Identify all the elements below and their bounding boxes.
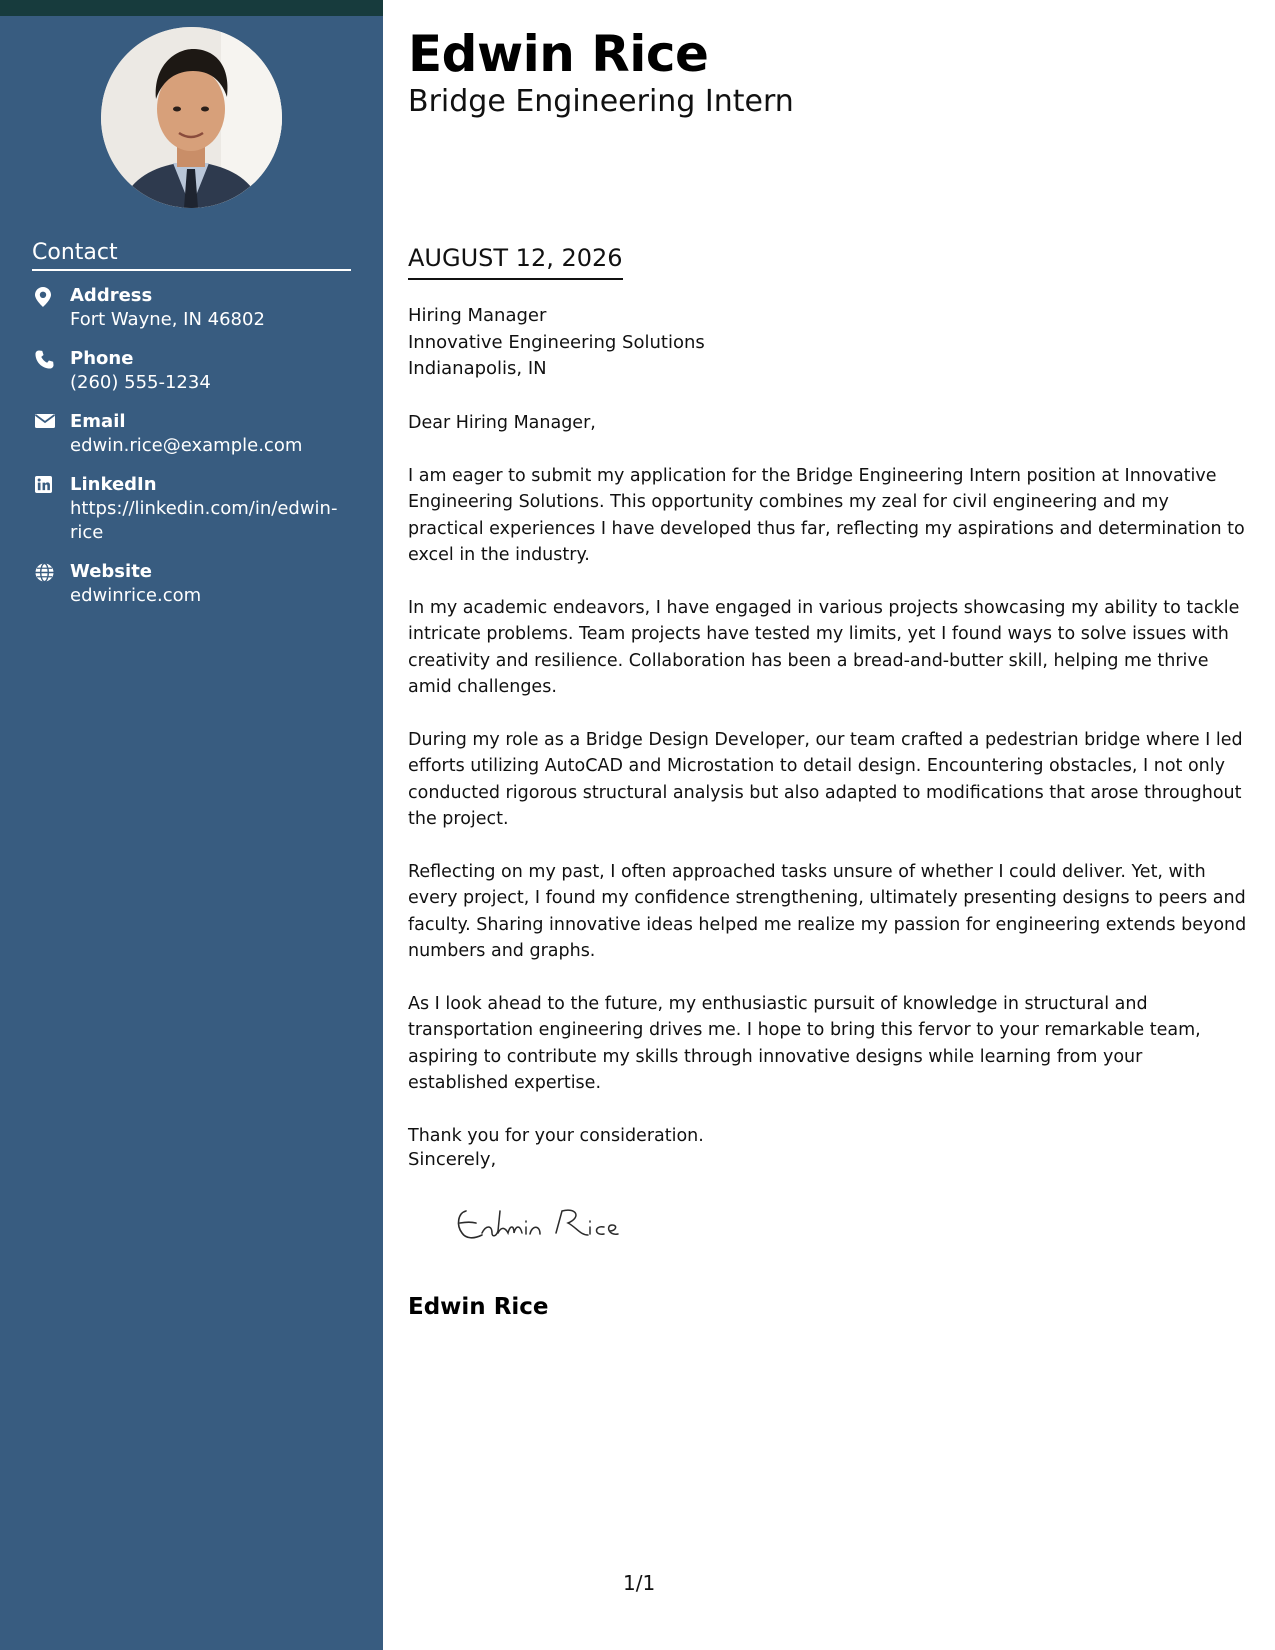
letter-date: AUGUST 12, 2026	[408, 244, 623, 280]
recipient-location: Indianapolis, IN	[408, 358, 547, 379]
recipient-title: Hiring Manager	[408, 305, 547, 326]
letter-paragraph: As I look ahead to the future, my enthusiastic pursuit of knowledge in structural and transportation engineering drives me. I hope to bring this fervor to your remarkable team, aspiring to contribute my skills through innovative designs while learning from your established expertise.	[408, 993, 1201, 1094]
recipient-block	[408, 303, 705, 383]
phone-label: Phone	[70, 348, 134, 369]
closing: Sincerely,	[408, 1149, 497, 1170]
contact-item-address	[32, 284, 352, 332]
handwritten-signature	[452, 1203, 652, 1253]
envelope-icon	[32, 410, 70, 458]
sidebar	[0, 0, 383, 1650]
letter-paragraph: In my academic endeavors, I have engaged in various projects showcasing my ability to tackle intricate problems. Team projects have tested my limits, yet I found ways to solve issues with creativity and resilience. Collaboration has been a bread-and-butter skill, helping me thrive amid challenges.	[408, 597, 1240, 698]
contact-list	[32, 284, 352, 623]
letter-paragraph: Thank you for your consideration.	[408, 1125, 704, 1146]
linkedin-value[interactable]: https://linkedin.com/in/edwin-rice	[70, 498, 338, 543]
applicant-name: Edwin Rice	[408, 25, 709, 83]
website-value[interactable]: edwinrice.com	[70, 585, 202, 606]
letter-paragraph: I am eager to submit my application for the Bridge Engineering Intern position at Innovative Engineering Solutions. This opportunity combines my zeal for civil engineering and my practical experiences I have developed thus far, reflecting my aspirations and determination to excel in the industry.	[408, 465, 1245, 566]
address-label: Address	[70, 285, 153, 306]
sidebar-top-bar	[0, 0, 383, 16]
contact-item-phone	[32, 347, 352, 395]
contact-heading: Contact	[32, 240, 351, 271]
map-pin-icon	[32, 284, 70, 332]
salutation: Dear Hiring Manager,	[408, 413, 596, 433]
letter-body	[408, 410, 1248, 1176]
linkedin-label: LinkedIn	[70, 474, 157, 495]
recipient-company: Innovative Engineering Solutions	[408, 331, 705, 353]
avatar	[101, 27, 282, 208]
email-value: edwin.rice@example.com	[70, 435, 303, 456]
linkedin-icon	[32, 473, 70, 545]
page-number: 1/1	[623, 1571, 656, 1595]
contact-item-website	[32, 560, 352, 608]
phone-value: (260) 555-1234	[70, 372, 211, 393]
globe-icon	[32, 560, 70, 608]
letter-paragraph: Reflecting on my past, I often approached tasks unsure of whether I could deliver. Yet, with every project, I found my confidence strengthening, ultimately presenting designs to peers and faculty. Sharing innovative ideas helped me realize my passion for engineering extends beyond numbers and graphs.	[408, 861, 1247, 962]
letter-paragraph: During my role as a Bridge Design Developer, our team crafted a pedestrian bridge where I led efforts utilizing AutoCAD and Microstation to detail design. Encountering obstacles, I not only conducted rigorous structural analysis but also adapted to modifications that arose throughout the project.	[408, 729, 1243, 830]
address-value: Fort Wayne, IN 46802	[70, 309, 265, 330]
email-label: Email	[70, 411, 126, 432]
phone-icon	[32, 347, 70, 395]
applicant-role: Bridge Engineering Intern	[408, 84, 794, 119]
website-label: Website	[70, 561, 153, 582]
signer-name: Edwin Rice	[408, 1294, 549, 1320]
contact-item-linkedin	[32, 473, 352, 545]
contact-item-email	[32, 410, 352, 458]
